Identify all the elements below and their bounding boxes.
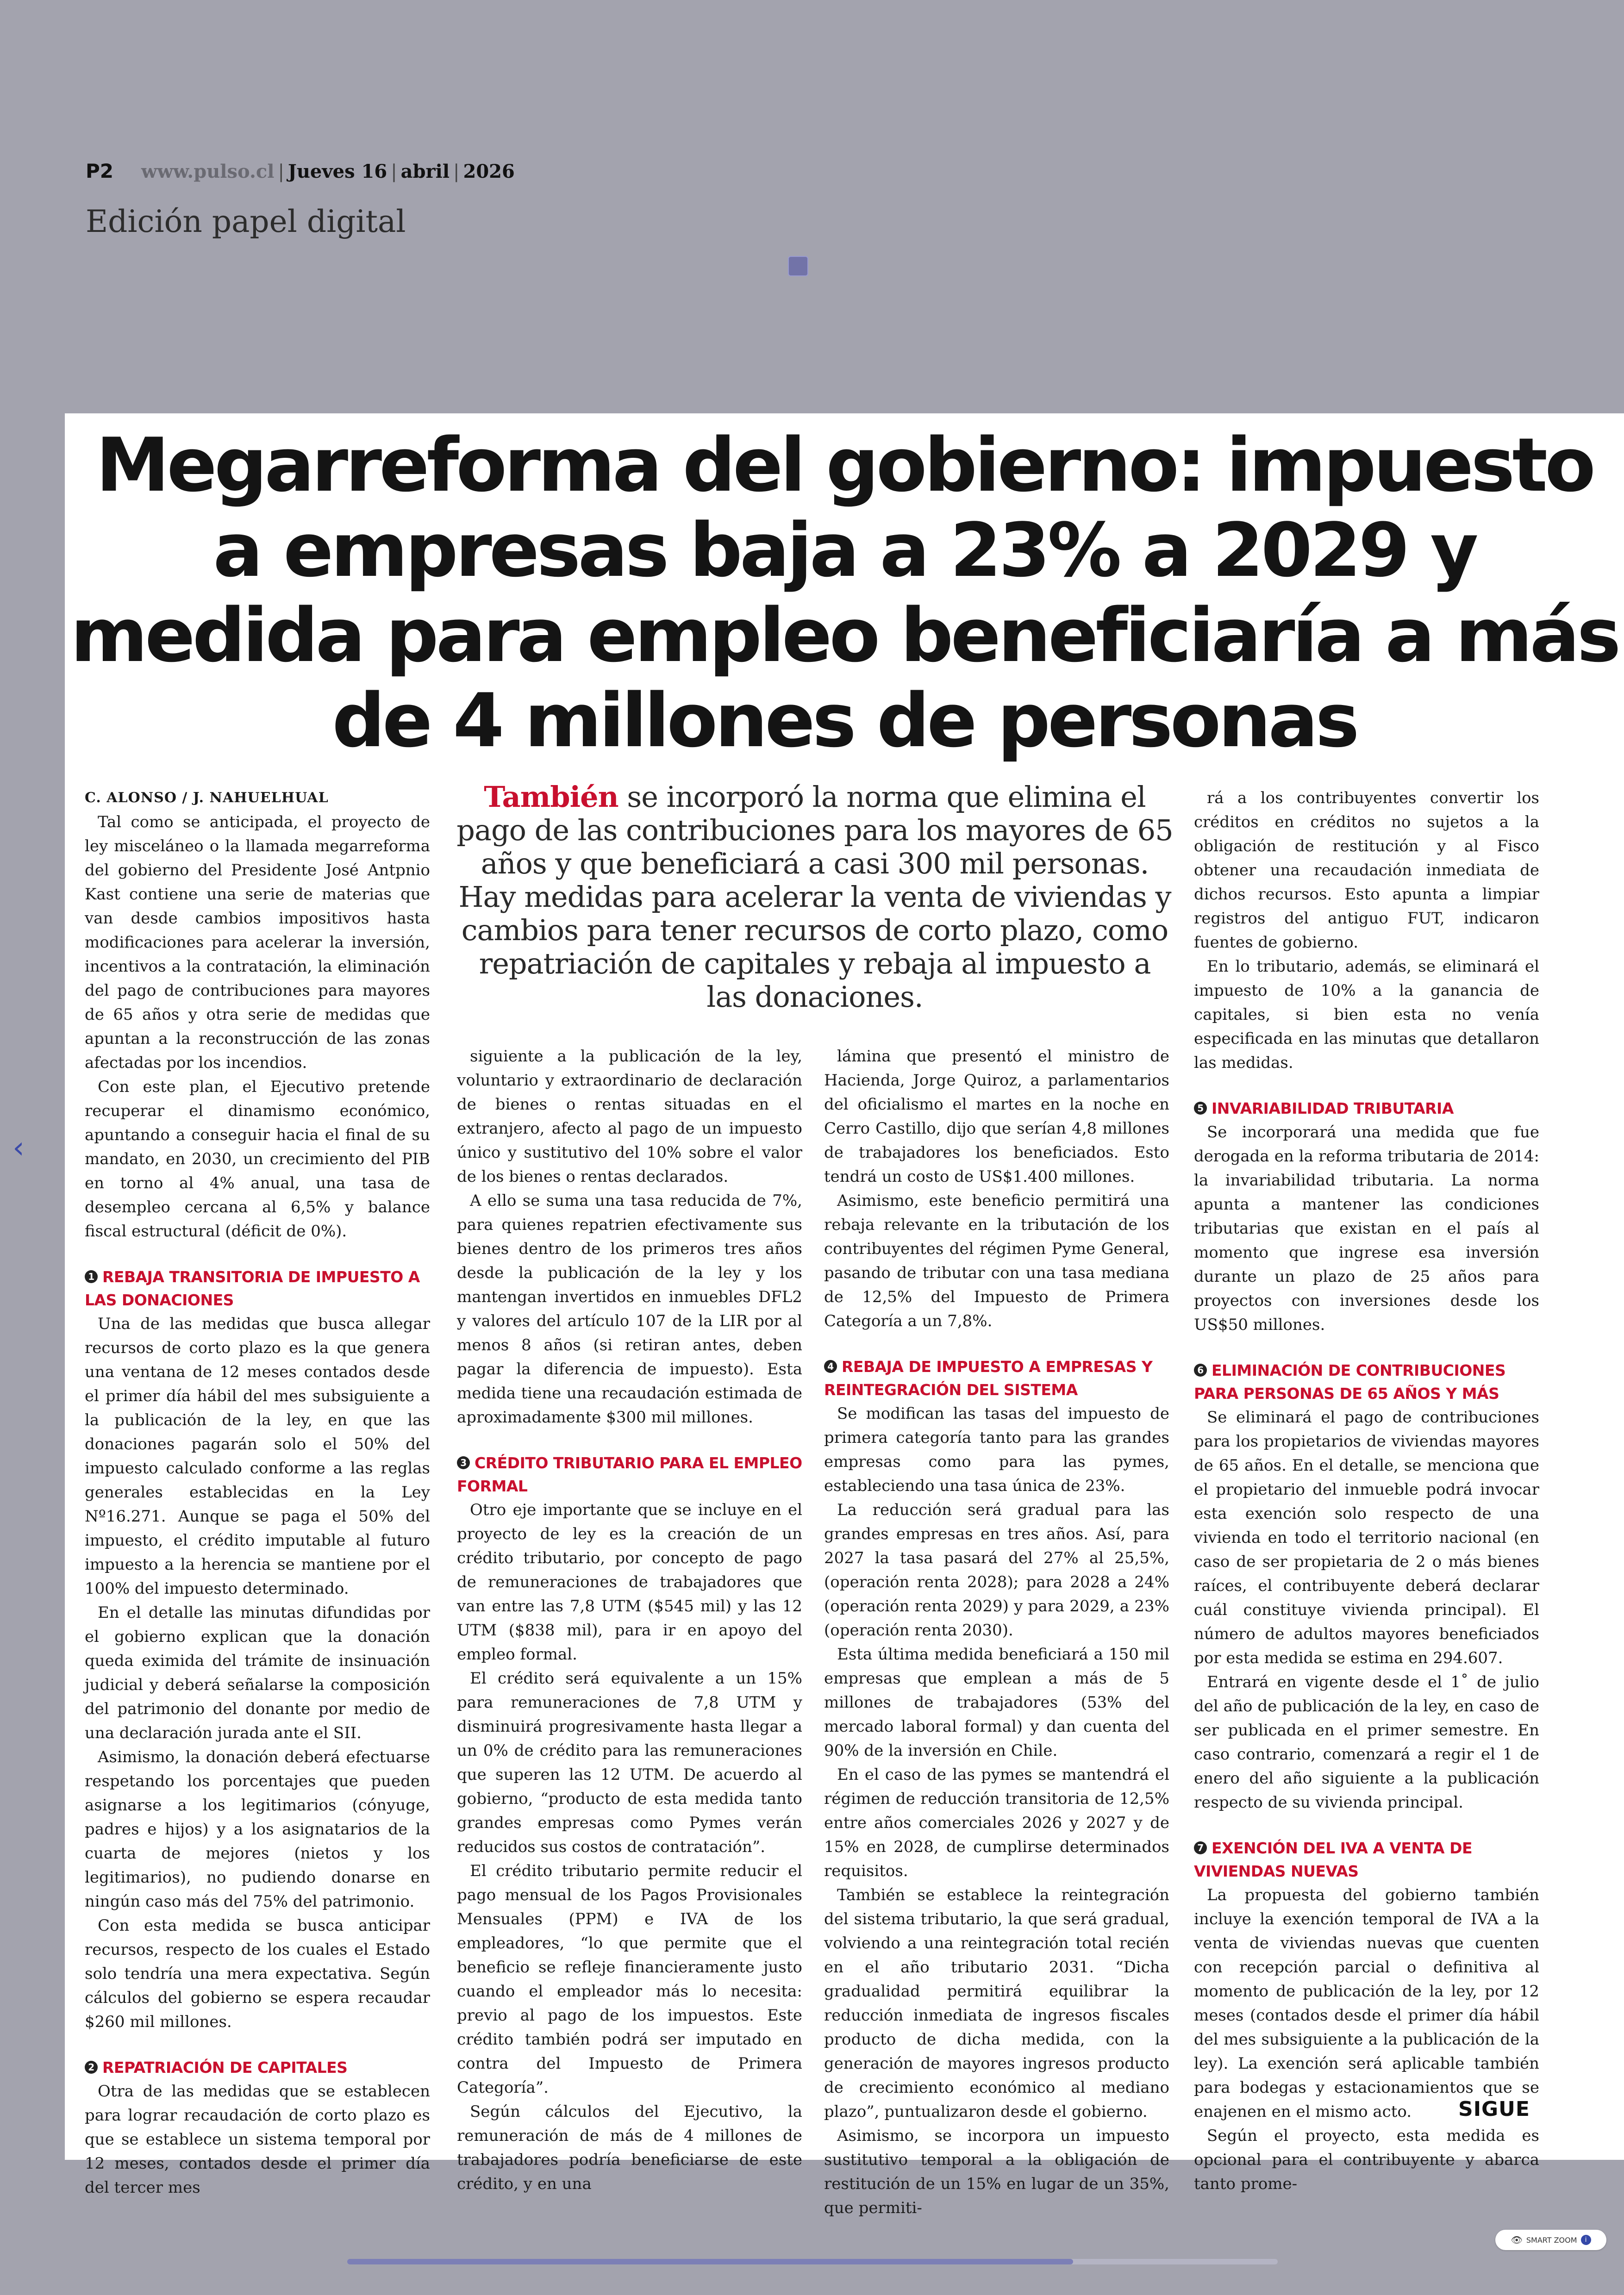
date-year: 2026 <box>463 161 515 182</box>
article-column-3 <box>824 1044 1169 2220</box>
paragraph: En lo tributario, además, se eliminará el impuesto de 10% a la ganancia de capitales, si bien esta no venía especificada en las minutas que detallaron las medidas. <box>1194 957 1539 1072</box>
section-title: INVARIABILIDAD TRIBUTARIA <box>1212 1099 1454 1117</box>
date-day: Jueves 16 <box>287 161 387 182</box>
paragraph: Se eliminará el pago de contribuciones para los propietarios de viviendas mayores de 65 años. En el detalle, se menciona que el propietario del inmueble podrá invocar esta exención solo respecto de una vivienda en todo el territorio nacional (en caso de ser propietaria de 2 o más bienes raíces, el contribuyente deberá declarar cuál constituye vivienda principal). El número de adultos mayores beneficiados por esta medida se estima en 294.607. <box>1194 1408 1539 1667</box>
section-title: REBAJA DE IMPUESTO A EMPRESAS Y REINTEGRACIÓN DEL SISTEMA <box>824 1358 1153 1399</box>
smart-zoom-label: SMART ZOOM <box>1526 2235 1577 2245</box>
paragraph: La reducción será gradual para las grandes empresas en tres años. Así, para 2027 la tasa pasará del 27% al 25,5%, (operación renta 2028); para 2028 a 24% (operación renta 2029) y para 2029, a 23% (operación renta 2030). <box>824 1501 1169 1640</box>
lead-keyword: También <box>484 780 618 814</box>
section-number-icon: 5 <box>1194 1102 1207 1115</box>
section-title: REPATRIACIÓN DE CAPITALES <box>102 2058 348 2077</box>
paragraph: En el caso de las pymes se mantendrá el régimen de reducción transitoria de 12,5% entre años comerciales 2026 y 2027 y de 15% en 2028, de cumplirse determinados requisitos. <box>824 1765 1169 1880</box>
paragraph: En el detalle las minutas difundidas por el gobierno explican que la donación queda eximida del trámite de insinuación judicial y deberá señalarse la composición del patrimonio del donante por medio de una declaración jurada ante el SII. <box>85 1603 430 1742</box>
paragraph: siguiente a la publicación de la ley, voluntario y extraordinario de declaración de bienes o rentas situadas en el extranjero, afecto al pago de un impuesto único y sustitutivo del 10% sobre el valor de los bienes o rentas declarados. <box>457 1047 802 1186</box>
article-headline: Megarreforma del gobierno: impuesto a empresas baja a 23% a 2029 y medida para empleo beneficiaría a más de 4 millones de personas <box>70 422 1618 764</box>
paragraph: Tal como se anticipada, el proyecto de ley misceláneo o la llamada megarreforma del gobierno del Presidente José Antpnio Kast contiene una serie de materias que van desde cambios impositivos hasta modificaciones para acelerar la inversión, incentivos a la contratación, la eliminación del pago de contribuciones para mayores de 65 años y otra serie de medidas que apuntan a la reconstrucción de las zonas afectadas por los incendios. <box>85 813 430 1072</box>
info-icon: i <box>1581 2235 1591 2245</box>
paragraph: Se modifican las tasas del impuesto de primera categoría tanto para las grandes empresas como para las pymes, estableciendo una tasa única de 23%. <box>824 1404 1169 1495</box>
section-title: REBAJA TRANSITORIA DE IMPUESTO A LAS DONACIONES <box>85 1268 420 1309</box>
article-column-4 <box>1194 786 1539 2196</box>
paragraph: Con este plan, el Ejecutivo pretende recuperar el dinamismo económico, apuntando a conseguir hacia el final de su mandato, en 2030, un crecimiento del PIB en torno al 4% anual, una tasa de desempleo cercana al 6,5% y balance fiscal estructural (déficit de 0%). <box>85 1078 430 1241</box>
article-lead <box>456 780 1174 1014</box>
section-number-icon: 4 <box>824 1360 837 1373</box>
section-number-icon: 2 <box>85 2061 98 2074</box>
publication-line: www.pulso.cl | Jueves 16 | abril | 2026 <box>141 161 515 182</box>
article-column-2 <box>457 1044 802 2196</box>
paragraph: Con esta medida se busca anticipar recursos, respecto de los cuales el Estado solo tendría una mera expectativa. Según cálculos del gobierno se espera recaudar $260 mil millones. <box>85 1916 430 2031</box>
section-number-icon: 7 <box>1194 1841 1207 1854</box>
byline: C. ALONSO / J. NAHUELHUAL <box>85 790 329 806</box>
article-column-1 <box>85 786 430 2200</box>
section-heading <box>85 1266 430 1312</box>
section-heading <box>457 1452 802 1498</box>
section-title: EXENCIÓN DEL IVA A VENTA DE VIVIENDAS NUEVAS <box>1194 1839 1473 1880</box>
page-marker-icon[interactable] <box>788 256 808 276</box>
paragraph: A ello se suma una tasa reducida de 7%, para quienes repatrien efectivamente sus bienes dentro de los primeros tres años desde la publicación de la ley y los mantengan invertidos en inmuebles DFL2 y valores del artículo 107 de la LIR por al menos 8 años (si retiran antes, deben pagar la diferencia de impuesto). Esta medida tiene una recaudación estimada de aproximadamente $300 mil millones. <box>457 1191 802 1427</box>
date-month: abril <box>400 161 450 182</box>
paragraph: Esta última medida beneficiará a 150 mil empresas que emplean a más de 5 millones de trabajadores (53% del mercado laboral formal) y dan cuenta del 90% de la inversión en Chile. <box>824 1645 1169 1760</box>
paragraph: El crédito será equivalente a un 15% para remuneraciones de 7,8 UTM y disminuirá progresivamente hasta llegar a un 0% de crédito para las remuneraciones que superen las 12 UTM. De acuerdo al gobierno, “producto de esta medida tanto grandes empresas como Pymes verán reducidos sus costos de contratación”. <box>457 1669 802 1856</box>
section-number-icon: 6 <box>1194 1364 1207 1377</box>
section-heading <box>85 2056 430 2079</box>
paragraph: Se incorporará una medida que fue derogada en la reforma tributaria de 2014: la invariabilidad tributaria. La norma apunta a mantener las condiciones tributarias que existan en el país al momento que ingrese esa inversión durante un plazo de 25 años para proyectos con inversiones desde los US$50 millones. <box>1194 1123 1539 1334</box>
lead-text: se incorporó la norma que elimina el pago de las contribuciones para los mayores de 65 años y que beneficiará a casi 300 mil personas. Hay medidas para acelerar la venta de viviendas y cambios para tener recursos de corto plazo, como repatriación de capitales y rebaja al impuesto a las donaciones. <box>456 780 1173 1014</box>
paragraph: Asimismo, se incorpora un impuesto sustitutivo temporal a la obligación de restitución de un 15% en lugar de un 35%, que permiti- <box>824 2127 1169 2217</box>
paragraph: Según cálculos del Ejecutivo, la remuneración de más de 4 millones de trabajadores podría beneficiarse de este crédito, y en una <box>457 2102 802 2193</box>
paragraph: La propuesta del gobierno también incluye la exención temporal de IVA a la venta de viviendas nuevas que cuenten con recepción parcial o definitiva al momento de publicación de la ley, por 12 meses (contados desde el primer día hábil del mes subsiguiente a la publicación de la ley). La exención será aplicable también para bodegas y estacionamientos que se enajenen en el mismo acto. <box>1194 1886 1539 2121</box>
page-header <box>86 160 515 192</box>
prev-page-chevron-icon[interactable]: ‹ <box>12 1131 25 1165</box>
continue-label: SIGUE <box>1458 2097 1530 2121</box>
paragraph: Otro eje importante que se incluye en el proyecto de ley es la creación de un crédito tributario, por concepto de pago de remuneraciones de trabajadores que van entre las 7,8 UTM ($545 mil) y las 12 UTM ($838 mil), para ir en apoyo del empleo formal. <box>457 1501 802 1664</box>
smart-zoom-button[interactable] <box>1495 2230 1606 2250</box>
section-number-icon: 3 <box>457 1456 470 1469</box>
paragraph: El crédito tributario permite reducir el pago mensual de los Pagos Provisionales Mensuales (PPM) e IVA de los empleadores, “lo que permite que el beneficio se refleje financieramente justo cuando el empleador más lo necesita: previo al pago de los impuestos. Este crédito también podrá ser imputado en contra del Impuesto de Primera Categoría”. <box>457 1862 802 2097</box>
paragraph: rá a los contribuyentes convertir los créditos en créditos no sujetos a la obligación de restitución y al Fisco obtener una recaudación inmediata de dichos recursos. Esto apunta a limpiar registros del antiguo FUT, indicaron fuentes de gobierno. <box>1194 789 1539 952</box>
page-number: P2 <box>86 160 114 182</box>
section-heading <box>824 1355 1169 1402</box>
paragraph: lámina que presentó el ministro de Hacienda, Jorge Quiroz, a parlamentarios del oficialismo el martes en la noche en Cerro Castillo, dijo que serían 4,8 millones de trabajadores los beneficiados. Esto tendrá un costo de US$1.400 millones. <box>824 1047 1169 1186</box>
section-title: CRÉDITO TRIBUTARIO PARA EL EMPLEO FORMAL <box>457 1454 802 1495</box>
section-heading <box>1194 1837 1539 1883</box>
scrollbar-thumb[interactable] <box>347 2259 1073 2264</box>
paragraph: Entrará en vigente desde el 1˚ de julio del año de publicación de la ley, en caso de ser publicada en el primer semestre. En caso contrario, comenzará a regir el 1 de enero del año siguiente a la publicación respecto de su vivienda principal. <box>1194 1673 1539 1812</box>
newspaper-page <box>65 413 1624 2217</box>
edition-title: Edición papel digital <box>86 204 406 239</box>
paragraph: Según el proyecto, esta medida es opcional para el contribuyente y abarca tanto prome- <box>1194 2127 1539 2193</box>
paragraph: Otra de las medidas que se establecen para lograr recaudación de corto plazo es que se establece un sistema temporal por 12 meses, contados desde el primer día del tercer mes <box>85 2082 430 2197</box>
site-url[interactable]: www.pulso.cl <box>141 161 275 182</box>
eye-icon: 👁 <box>1511 2234 1523 2245</box>
section-title: ELIMINACIÓN DE CONTRIBUCIONES PARA PERSONAS DE 65 AÑOS Y MÁS <box>1194 1361 1506 1403</box>
section-heading <box>1194 1097 1539 1120</box>
section-number-icon: 1 <box>85 1270 98 1283</box>
paragraph: Asimismo, la donación deberá efectuarse respetando los porcentajes que pueden asignarse a los legitimarios (cónyuge, padres e hijos) y a los asignatarios de la cuarta de mejores (nietos y los legitimarios), no pudiendo donarse en ningún caso más del 75% del patrimonio. <box>85 1748 430 1911</box>
paragraph: Asimismo, este beneficio permitirá una rebaja relevante en la tributación de los contribuyentes del régimen Pyme General, pasando de tributar con una tasa mediana de 12,5% del Impuesto de Primera Categoría a un 7,8%. <box>824 1191 1169 1330</box>
paragraph: También se establece la reintegración del sistema tributario, la que será gradual, volviendo a una reintegración total recién en el año tributario 2031. “Dicha gradualidad permitirá equilibrar la reducción inmediata de ingresos fiscales producto de dicha medida, con la generación de mayores ingresos producto de crecimiento económico al mediano plazo”, puntualizaron desde el gobierno. <box>824 1886 1169 2121</box>
section-heading <box>1194 1359 1539 1405</box>
paragraph: Una de las medidas que busca allegar recursos de corto plazo es la que genera una ventana de 12 meses contados desde el primer día hábil del mes subsiguiente a la publicación de la ley, en que las donaciones pagarán solo el 50% del impuesto calculado conforme a las reglas generales establecidas en la Ley Nº16.271. Aunque se paga el 50% del impuesto, el crédito imputable al futuro impuesto a la herencia se mantiene por el 100% del impuesto determinado. <box>85 1315 430 1598</box>
page-scrollbar[interactable] <box>347 2259 1278 2264</box>
